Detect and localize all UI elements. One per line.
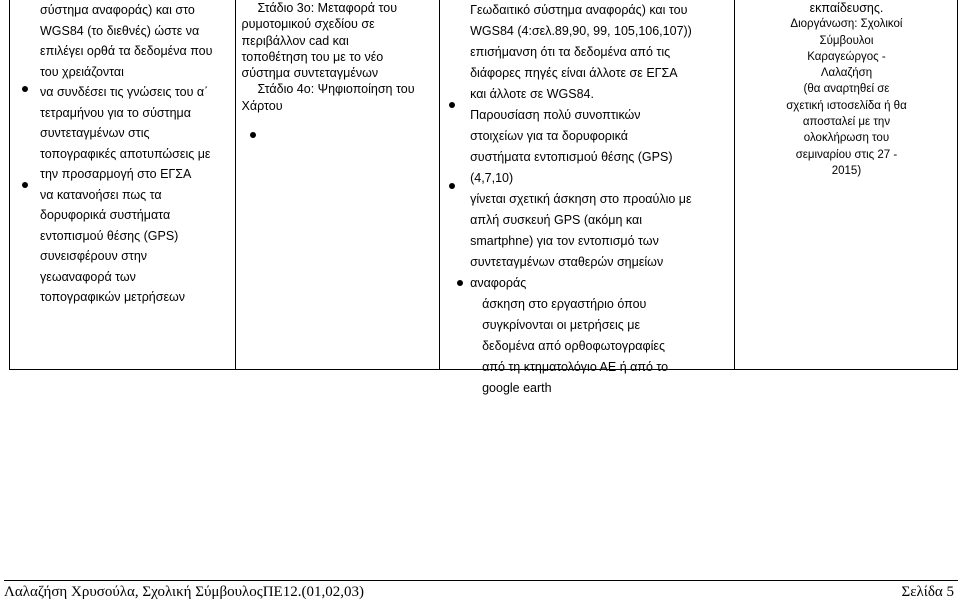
text-line: δορυφορικά συστήματα: [40, 208, 171, 222]
text-line: άσκηση στο εργαστήριο όπου: [482, 297, 647, 311]
text-line: αποσταλεί με την: [802, 116, 891, 129]
objectives-column: [10, 0, 236, 369]
text-line: απλή συσκευή GPS (ακόμη και: [470, 213, 643, 227]
text-line: εκπαίδευσης.: [809, 1, 884, 15]
text-line: τοποθέτηση του με το νέο: [241, 49, 384, 64]
activities-column: [440, 0, 735, 395]
text-line: διάφορες πηγές είναι άλλοτε σε ΕΓΣΑ: [470, 66, 678, 80]
bullet-icon: [22, 86, 28, 92]
objectives-text: [40, 0, 234, 308]
text-line: σύστημα αναφοράς) και στο: [40, 3, 195, 17]
text-line: δεδομένα από ορθοφωτογραφίες: [482, 339, 665, 353]
text-line: γίνεται σχετική άσκηση στο προαύλιο με: [470, 192, 692, 206]
bullet-icon: [449, 183, 455, 189]
activities-text: [470, 0, 732, 399]
text-line: σεμιναρίου στις 27 -: [795, 148, 898, 161]
training-column: [735, 0, 957, 369]
text-line: περιβάλλον cad και: [241, 33, 349, 48]
text-line: ολοκλήρωση του: [803, 132, 890, 145]
bullet-icon: [449, 102, 455, 108]
text-line: Διοργάνωση: Σχολικοί: [790, 18, 903, 31]
text-line: να κατανοήσει πως τα: [40, 187, 162, 202]
text-line: να συνδέσει τις γνώσεις του α΄: [40, 85, 209, 99]
text-line: Γεωδαιτικό σύστημα αναφοράς) και του: [470, 3, 688, 17]
text-line: συντεταγμένων σταθερών σημείων: [470, 255, 664, 269]
text-line: Λαλαζήση: [820, 67, 873, 80]
text-line: Χάρτου: [241, 98, 283, 113]
bullet-icon: [250, 132, 256, 138]
text-line: google earth: [482, 381, 552, 395]
text-line: από τη κτηματολόγιο ΑΕ ή από το: [482, 360, 669, 374]
text-line: smartphne) για τον εντοπισμό των: [470, 234, 659, 248]
text-line: και άλλοτε σε WGS84.: [470, 87, 594, 101]
text-line: γεωαναφορά των: [40, 269, 136, 284]
text-line: WGS84 (το διεθνές) ώστε να: [40, 23, 200, 38]
text-line: WGS84 (4:σελ.89,90, 99, 105,106,107)): [470, 24, 692, 38]
text-line: εντοπισμού θέσης (GPS): [40, 228, 179, 243]
footer-author: Λαλαζήση Χρυσούλα, Σχολική ΣύμβουλοςΠΕ12.(01,02,03): [4, 584, 364, 600]
text-line: 2015): [831, 164, 862, 177]
bullet-icon: [457, 280, 463, 286]
text-line: επιλέγει ορθά τα δεδομένα που: [40, 44, 213, 58]
text-line: ρυμοτομικού σχεδίου σε: [241, 17, 375, 32]
stages-column: [236, 0, 441, 369]
text-line: τετραμήνου για το σύστημα: [40, 105, 191, 120]
training-text: [735, 0, 957, 179]
text-line: Στάδιο 4ο: Ψηφιοποίηση του: [257, 82, 415, 97]
text-line: συγκρίνονται οι μετρήσεις με: [482, 318, 641, 332]
text-line: επισήμανση ότι τα δεδομένα από τις: [470, 45, 671, 59]
text-line: τοπογραφικών μετρήσεων: [40, 290, 186, 304]
text-line: Παρουσίαση πολύ συνοπτικών: [470, 108, 641, 122]
text-line: σύστημα συντεταγμένων: [241, 66, 379, 81]
text-line: Στάδιο 3ο: Μεταφορά του: [257, 1, 398, 15]
stages-text: [242, 0, 438, 114]
footer-divider: [4, 580, 958, 581]
text-line: αναφοράς: [470, 276, 527, 290]
text-line: (4,7,10): [470, 171, 514, 185]
page-number: Σελίδα 5: [901, 584, 954, 600]
text-line: συνεισφέρουν στην: [40, 249, 148, 263]
text-line: (θα αναρτηθεί σε: [803, 83, 890, 96]
bullet-icon: [22, 182, 28, 188]
text-line: του χρειάζονται: [40, 64, 124, 79]
text-line: Καραγεώργος -: [807, 50, 886, 63]
text-line: συντεταγμένων στις: [40, 126, 150, 140]
text-line: τοπογραφικές αποτυπώσεις με: [40, 146, 211, 161]
text-line: την προσαρμογή στο ΕΓΣΑ: [40, 167, 192, 181]
text-line: συστήματα εντοπισμού θέσης (GPS): [470, 150, 673, 164]
text-line: Σύμβουλοι: [819, 34, 874, 47]
curriculum-table: [9, 0, 958, 395]
text-line: στοιχείων για τα δορυφορικά: [470, 129, 629, 143]
text-line: σχετική ιστοσελίδα ή θα: [786, 99, 907, 112]
